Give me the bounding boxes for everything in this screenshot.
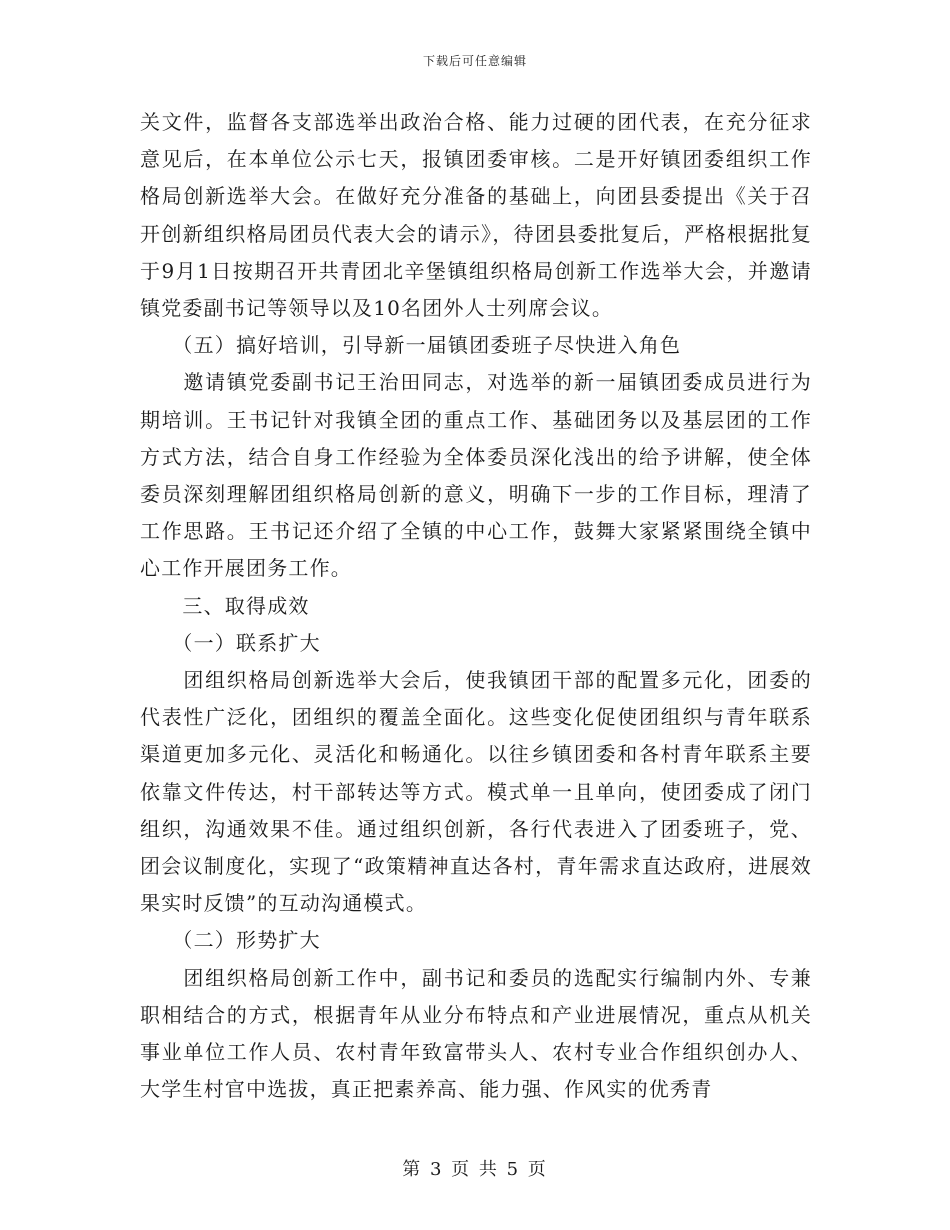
- paragraph-7-heading: （二）形势扩大: [140, 928, 321, 953]
- paragraph-2-heading: （五）搞好培训，引导新一届镇团委班子尽快进入角色: [140, 333, 682, 358]
- page-footer: 第 3 页 共 5 页: [402, 1159, 548, 1180]
- page-header: 下载后可任意编辑: [422, 54, 527, 68]
- paragraph-1: 关文件，监督各支部选举出政治合格、能力过硬的团代表，在充分征求意见后，在本单位公示七天，报镇团委审核。二是开好镇团委组织工作格局创新选举大会。在做好充分准备的基础上，向团县委提出《关于召开创新组织格局团员代表大会的请示》，待团县委批复后，严格根据批复于9月1日按期召开共青团北辛堡镇组织格局创新工作选举大会，并邀请镇党委副书记等领导以及10名团外人士列席会议。: [140, 110, 812, 321]
- paragraph-6: 团组织格局创新选举大会后，使我镇团干部的配置多元化，团委的代表性广泛化，团组织的覆盖全面化。这些变化促使团组织与青年联系渠道更加多元化、灵活化和畅通化。以往乡镇团委和各村青年联系主要依靠文件传达，村干部转达等方式。模式单一且单向，使团委成了闭门组织，沟通效果不佳。通过组织创新，各行代表进入了团委班子，党、团会议制度化，实现了“政策精神直达各村，青年需求直达政府，进展效果实时反馈”的互动沟通模式。: [140, 668, 812, 916]
- paragraph-3: 邀请镇党委副书记王治田同志，对选举的新一届镇团委成员进行为期培训。王书记针对我镇全团的重点工作、基础团务以及基层团的工作方式方法，结合自身工作经验为全体委员深化浅出的给予讲解，使全体委员深刻理解团组织格局创新的意义，明确下一步的工作目标，理清了工作思路。王书记还介绍了全镇的中心工作，鼓舞大家紧紧围绕全镇中心工作开展团务工作。: [140, 370, 812, 581]
- document-body: [140, 104, 812, 1108]
- paragraph-8: 团组织格局创新工作中，副书记和委员的选配实行编制内外、专兼职相结合的方式，根据青年从业分布特点和产业进展情况，重点从机关事业单位工作人员、农村青年致富带头人、农村专业合作组织创办人、大学生村官中选拔，真正把素养高、能力强、作风实的优秀青: [140, 965, 812, 1102]
- paragraph-4-heading: 三、取得成效: [140, 593, 310, 618]
- paragraph-5-heading: （一）联系扩大: [140, 630, 321, 655]
